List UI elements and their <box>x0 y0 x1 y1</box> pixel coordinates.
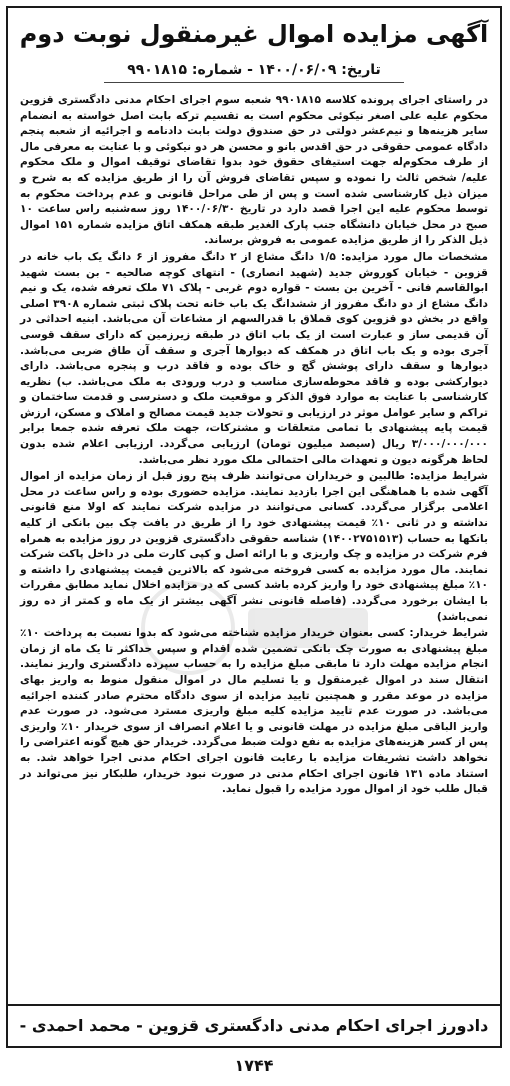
notice-box <box>6 6 502 1075</box>
signature-footer: دادورز اجرای احکام مدنی دادگستری قزوین - محمد احمدی - ۱۷۴۴ <box>8 1004 500 1046</box>
paragraph-lead: مشخصات مال مورد مزایده: <box>340 250 488 263</box>
paragraph-intro <box>20 93 488 249</box>
notice-title: آگهی مزایده اموال غیرمنقول نوبت دوم <box>19 20 489 48</box>
paragraph-buyer-terms <box>20 626 488 798</box>
notice-body <box>20 93 488 798</box>
paragraph-property-details <box>20 250 488 468</box>
paragraph-auction-terms <box>20 469 488 625</box>
paragraph-text: طالبین و خریداران می‌توانند ظرف پنج روز قبل از زمان مزایده از اموال آگهی شده با هماهنگی این اجرا بازدید نمایند. مزایده حضوری بوده و راس ساعت در محل اعلامی برگزار می‌گردد. کسانی می‌توانند در مزایده شرکت نمایند که اولا منع قانونی نداشته و در ثانی ۱۰٪ قیمت پیشنهادی خود را از طریق در یافت چک بین بانکی از کلیه بانکها به حساب (۱۴۰۰۲۷۵۱۵۱۳) شناسه حقوقی دادگستری قزوین در روز مزایده به همراه فرم شرکت در مزایده و چک واریزی و با ارائه اصل و کپی کارت ملی در داخل پاکت شرکت نمایند. مال مورد مزایده به کسی فروخته می‌شود که بالاترین قیمت پیشنهادی را داشته و ۱۰٪ مبلغ پیشنهادی خود را واریز کرده باشد کسی که در مزایده اخلال نماید مطابق مقررات با ایشان برخورد می‌گردد. (فاصله قانونی نشر آگهی بیشتر از یک ماه و کمتر از ده روز نمی‌باشد) <box>20 470 488 623</box>
paragraph-lead: شرایط مزایده: <box>409 470 488 483</box>
paragraph-text: در راستای اجرای پرونده کلاسه ۹۹۰۱۸۱۵ شعبه سوم اجرای احکام مدنی دادگستری قزوین محکوم علیه علی اصغر نیکوئی محکوم است به تقسیم ترکه بابت اصل خواسته به انضمام سایر هزینه‌ها و نیم‌عشر دولتی در حق صندوق دولت بابت دادنامه و اجرائیه از شعبه پنجم دادگاه عمومی حقوقی در حق اقدس بانو و محسن هر دو نیکوئی و با عنایت به معرفی مال از طرف محکوم‌له جهت استیفای حقوق خود بدوا تقاضای توقیف اموال و ملک محکوم علیه/ شخص ثالث را نموده و سپس تقاضای فروش آن را از طریق مزایده که به شرح و میزان ذیل کارشناسی شده است و پس از طی مراحل قانونی و عدم پرداخت محکوم به توسط محکوم علیه این اجرا قصد دارد در تاریخ ۱۴۰۰/۰۶/۳۰ روز سه‌شنبه راس ساعت ۱۰ صبح در محل خیابان دانشگاه جنب پارک الغدیر طبقه همکف اتاق مزایده شماره ۱۵۱ اموال ذیل الذکر را از طریق مزایده عمومی به فروش برساند. <box>20 94 489 247</box>
paragraph-lead: شرایط خریدار: <box>409 627 488 640</box>
paragraph-text: ۱/۵ دانگ مشاع از ۲ دانگ مفروز از ۶ دانگ یک باب خانه در قزوین - خیابان کوروش جدید (شهید انصاری) - انتهای کوچه صالحیه - بن بست شهید ابوالقاسم فانی - آخرین بن بست - قواره دوم غربی - پلاک ۷۱ ملک تعرفه شده، یک و نیم دانگ مشاع از دو دانگ مفروز از ششدانگ یک باب خانه تحت پلاک ثبتی شماره ۳۹۰۸ اصلی واقع در بخش دو قزوین کوی قملاق با قدرالسهم از مشاعات آن می‌باشد. ابنیه احداثی در آن قدیمی ساز و عبارت است از یک باب اتاق در طبقه زیرزمین که دارای سقف قوسی آجری بوده و یک باب اتاق در همکف که دیوارها آجری و سقف آن طاق ضربی می‌باشد. دیوارها و سقف دارای پوشش گچ و خاک بوده و فاقد درب و پنجره می‌باشد. دارای دیوارکشی بوده و فاقد محوطه‌سازی مناسب و درب ورودی به ملک می‌باشد. ب) نظریه کارشناسی با عنایت به موارد فوق الذکر و موقعیت ملک و دسترسی و قدمت ساختمان و تراکم و سایر عوامل موثر در ارزیابی و تحولات جدید قیمت مصالح و املاک و مسکن، ارزش قیمت پایه پیشنهادی با تمامی متعلقات و مشترکات، جهت ملک تعرفه شده جمعا برابر ۳/۰۰۰/۰۰۰/۰۰۰ ریال (سیصد میلیون تومان) ارزیابی می‌گردد. ارزیابی اعلام شده بدون لحاظ هرگونه دیون و تعهدات مالی احتمالی ملک مورد نظر می‌باشد. <box>20 250 488 466</box>
paragraph-text: کسی بعنوان خریدار مزایده شناخته می‌شود که بدوا نسبت به پرداخت ۱۰٪ مبلغ پیشنهادی به صورت چک بانکی تضمین شده اقدام و سپس حداکثر تا یک ماه از زمان انجام مزایده مهلت دارد تا مابقی مبلغ مزایده را به حساب سپرده دادگستری واریز نمایند. انتقال سند در اموال غیرمنقول و یا تسلیم مال در اموال منقول منوط به واریز بهای مزایده در موعد مقرر و همچنین تایید مزایده از سوی دادگاه محترم صادر کننده اجرائیه می‌باشد. در صورت عدم تایید مزایده کلیه مبلغ واریزی مسترد می‌شود. در صورت عدم واریز الباقی مبلغ مزایده در مهلت قانونی و یا اعلام انصراف از سوی خریدار ۱۰٪ واریزی پس از کسر هزینه‌های مزایده به نفع دولت ضبط می‌گردد. خریدار حق هیچ گونه اعتراضی را نخواهد داشت تشریفات مزایده با رعایت قانون اجرای احکام مدنی اجرا خواهد شد. به استناد ماده ۱۳۱ قانون اجرای احکام مدنی در صورت نبود خریدار، طلبکار نیز می‌تواند در قبال طلب خود از اموال مورد مزایده را قبول نماید. <box>20 627 489 796</box>
date-and-number: تاریخ: ۱۴۰۰/۰۶/۰۹ - شماره: ۹۹۰۱۸۱۵ <box>104 58 404 83</box>
